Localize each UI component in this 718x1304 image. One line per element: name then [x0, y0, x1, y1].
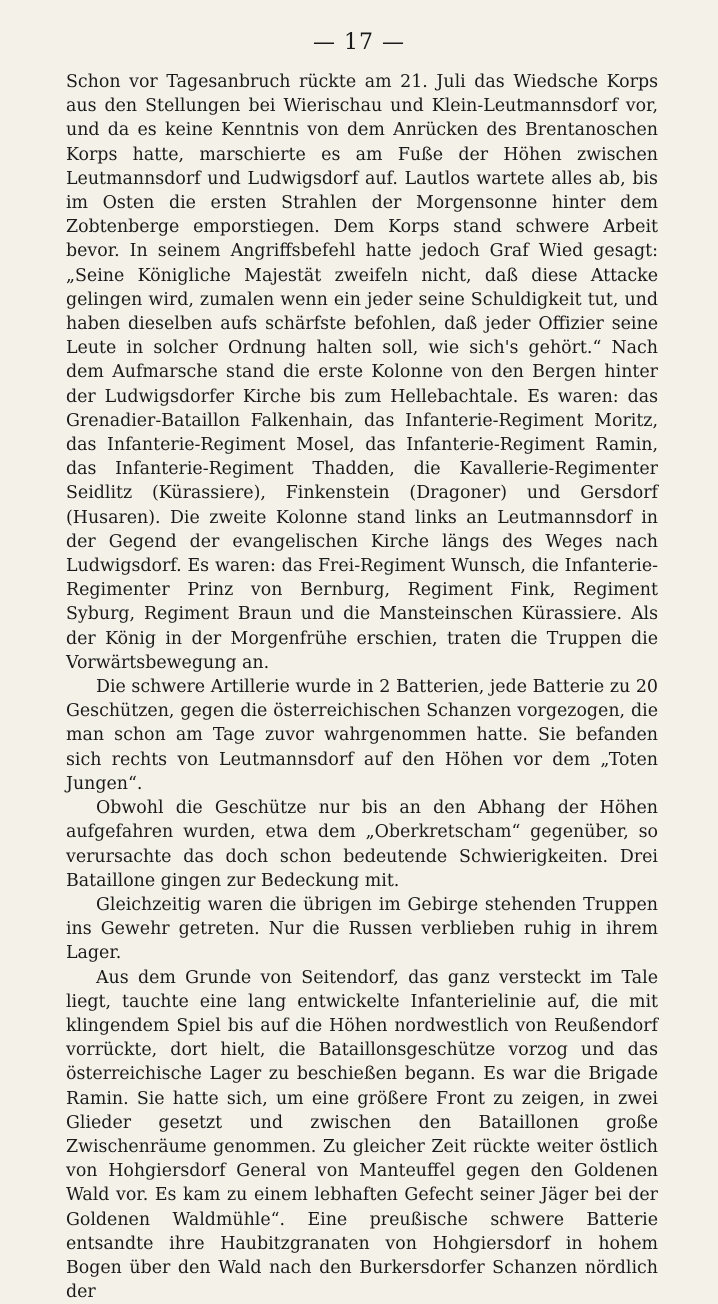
- paragraph: Aus dem Grunde von Seitendorf, das ganz versteckt im Tale liegt, tauchte eine lang entwickelte Infanterielinie auf, die mit klingendem Spiel bis auf die Höhen nordwestlich von Reußendorf vorrückte, dort hielt, die Bataillonsgeschütze vorzog und das österreichische Lager zu beschießen begann. Es war die Brigade Ramin. Sie hatte sich, um eine größere Front zu zeigen, in zwei Glieder gesetzt und zwischen den Bataillonen große Zwischenräume genommen. Zu gleicher Zeit rückte weiter östlich von Hohgiersdorf General von Manteuffel gegen den Goldenen Wald vor. Es kam zu einem lebhaften Gefecht seiner Jäger bei der Goldenen Waldmühle“. Eine preußische schwere Batterie entsandte ihre Haubitzgranaten von Hohgiersdorf in hohem Bogen über den Wald nach den Burkersdorfer Schanzen nördlich der: [66, 967, 658, 1303]
- page-number: — 17 —: [313, 30, 405, 55]
- body-text: [66, 70, 658, 1304]
- paragraph: Gleichzeitig waren die übrigen im Gebirge stehenden Truppen ins Gewehr getreten. Nur die Russen verblieben ruhig in ihrem Lager.: [66, 894, 658, 964]
- paragraph: Die schwere Artillerie wurde in 2 Batterien, jede Batterie zu 20 Geschützen, gegen die österreichischen Schanzen vorgezogen, die man schon am Tage zuvor wahrgenommen hatte. Sie befanden sich rechts von Leutmannsdorf auf den Höhen vor dem „Toten Jungen“.: [66, 677, 658, 794]
- paragraph: Obwohl die Geschütze nur bis an den Abhang der Höhen aufgefahren wurden, etwa dem „Oberkretscham“ gegenüber, so verursachte das doch schon bedeutende Schwierigkeiten. Drei Bataillone gingen zur Bedeckung mit.: [66, 798, 658, 891]
- paragraph: Schon vor Tagesanbruch rückte am 21. Juli das Wiedsche Korps aus den Stellungen bei Wierischau und Klein-Leutmannsdorf vor, und da es keine Kenntnis von dem Anrücken des Brentanoschen Korps hatte, marschierte es am Fuße der Höhen zwischen Leutmannsdorf und Ludwigsdorf auf. Lautlos wartete alles ab, bis im Osten die ersten Strahlen der Morgensonne hinter dem Zobtenberge emporstiegen. Dem Korps stand schwere Arbeit bevor. In seinem Angriffsbefehl hatte jedoch Graf Wied gesagt: „Seine Königliche Majestät zweifeln nicht, daß diese Attacke gelingen wird, zumalen wenn ein jeder seine Schuldigkeit tut, und haben dieselben aufs schärfste befohlen, daß jeder Offizier seine Leute in solcher Ordnung halten soll, wie sich's gehört.“ Nach dem Aufmarsche stand die erste Kolonne von den Bergen hinter der Ludwigsdorfer Kirche bis zum Hellebachtale. Es waren: das Grenadier-Bataillon Falkenhain, das Infanterie-Regiment Moritz, das Infanterie-Regiment Mosel, das Infanterie-Regiment Ramin, das Infanterie-Regiment Thadden, die Kavallerie-Regimenter Seidlitz (Kürassiere), Finkenstein (Dragoner) und Gersdorf (Husaren). Die zweite Kolonne stand links an Leutmannsdorf in der Gegend der evangelischen Kirche längs des Weges nach Ludwigsdorf. Es waren: das Frei-Regiment Wunsch, die Infanterie-Regimenter Prinz von Bernburg, Regiment Fink, Regiment Syburg, Regiment Braun und die Mansteinschen Kürassiere. Als der König in der Morgenfrühe erschien, traten die Truppen die Vorwärtsbewegung an.: [66, 72, 658, 673]
